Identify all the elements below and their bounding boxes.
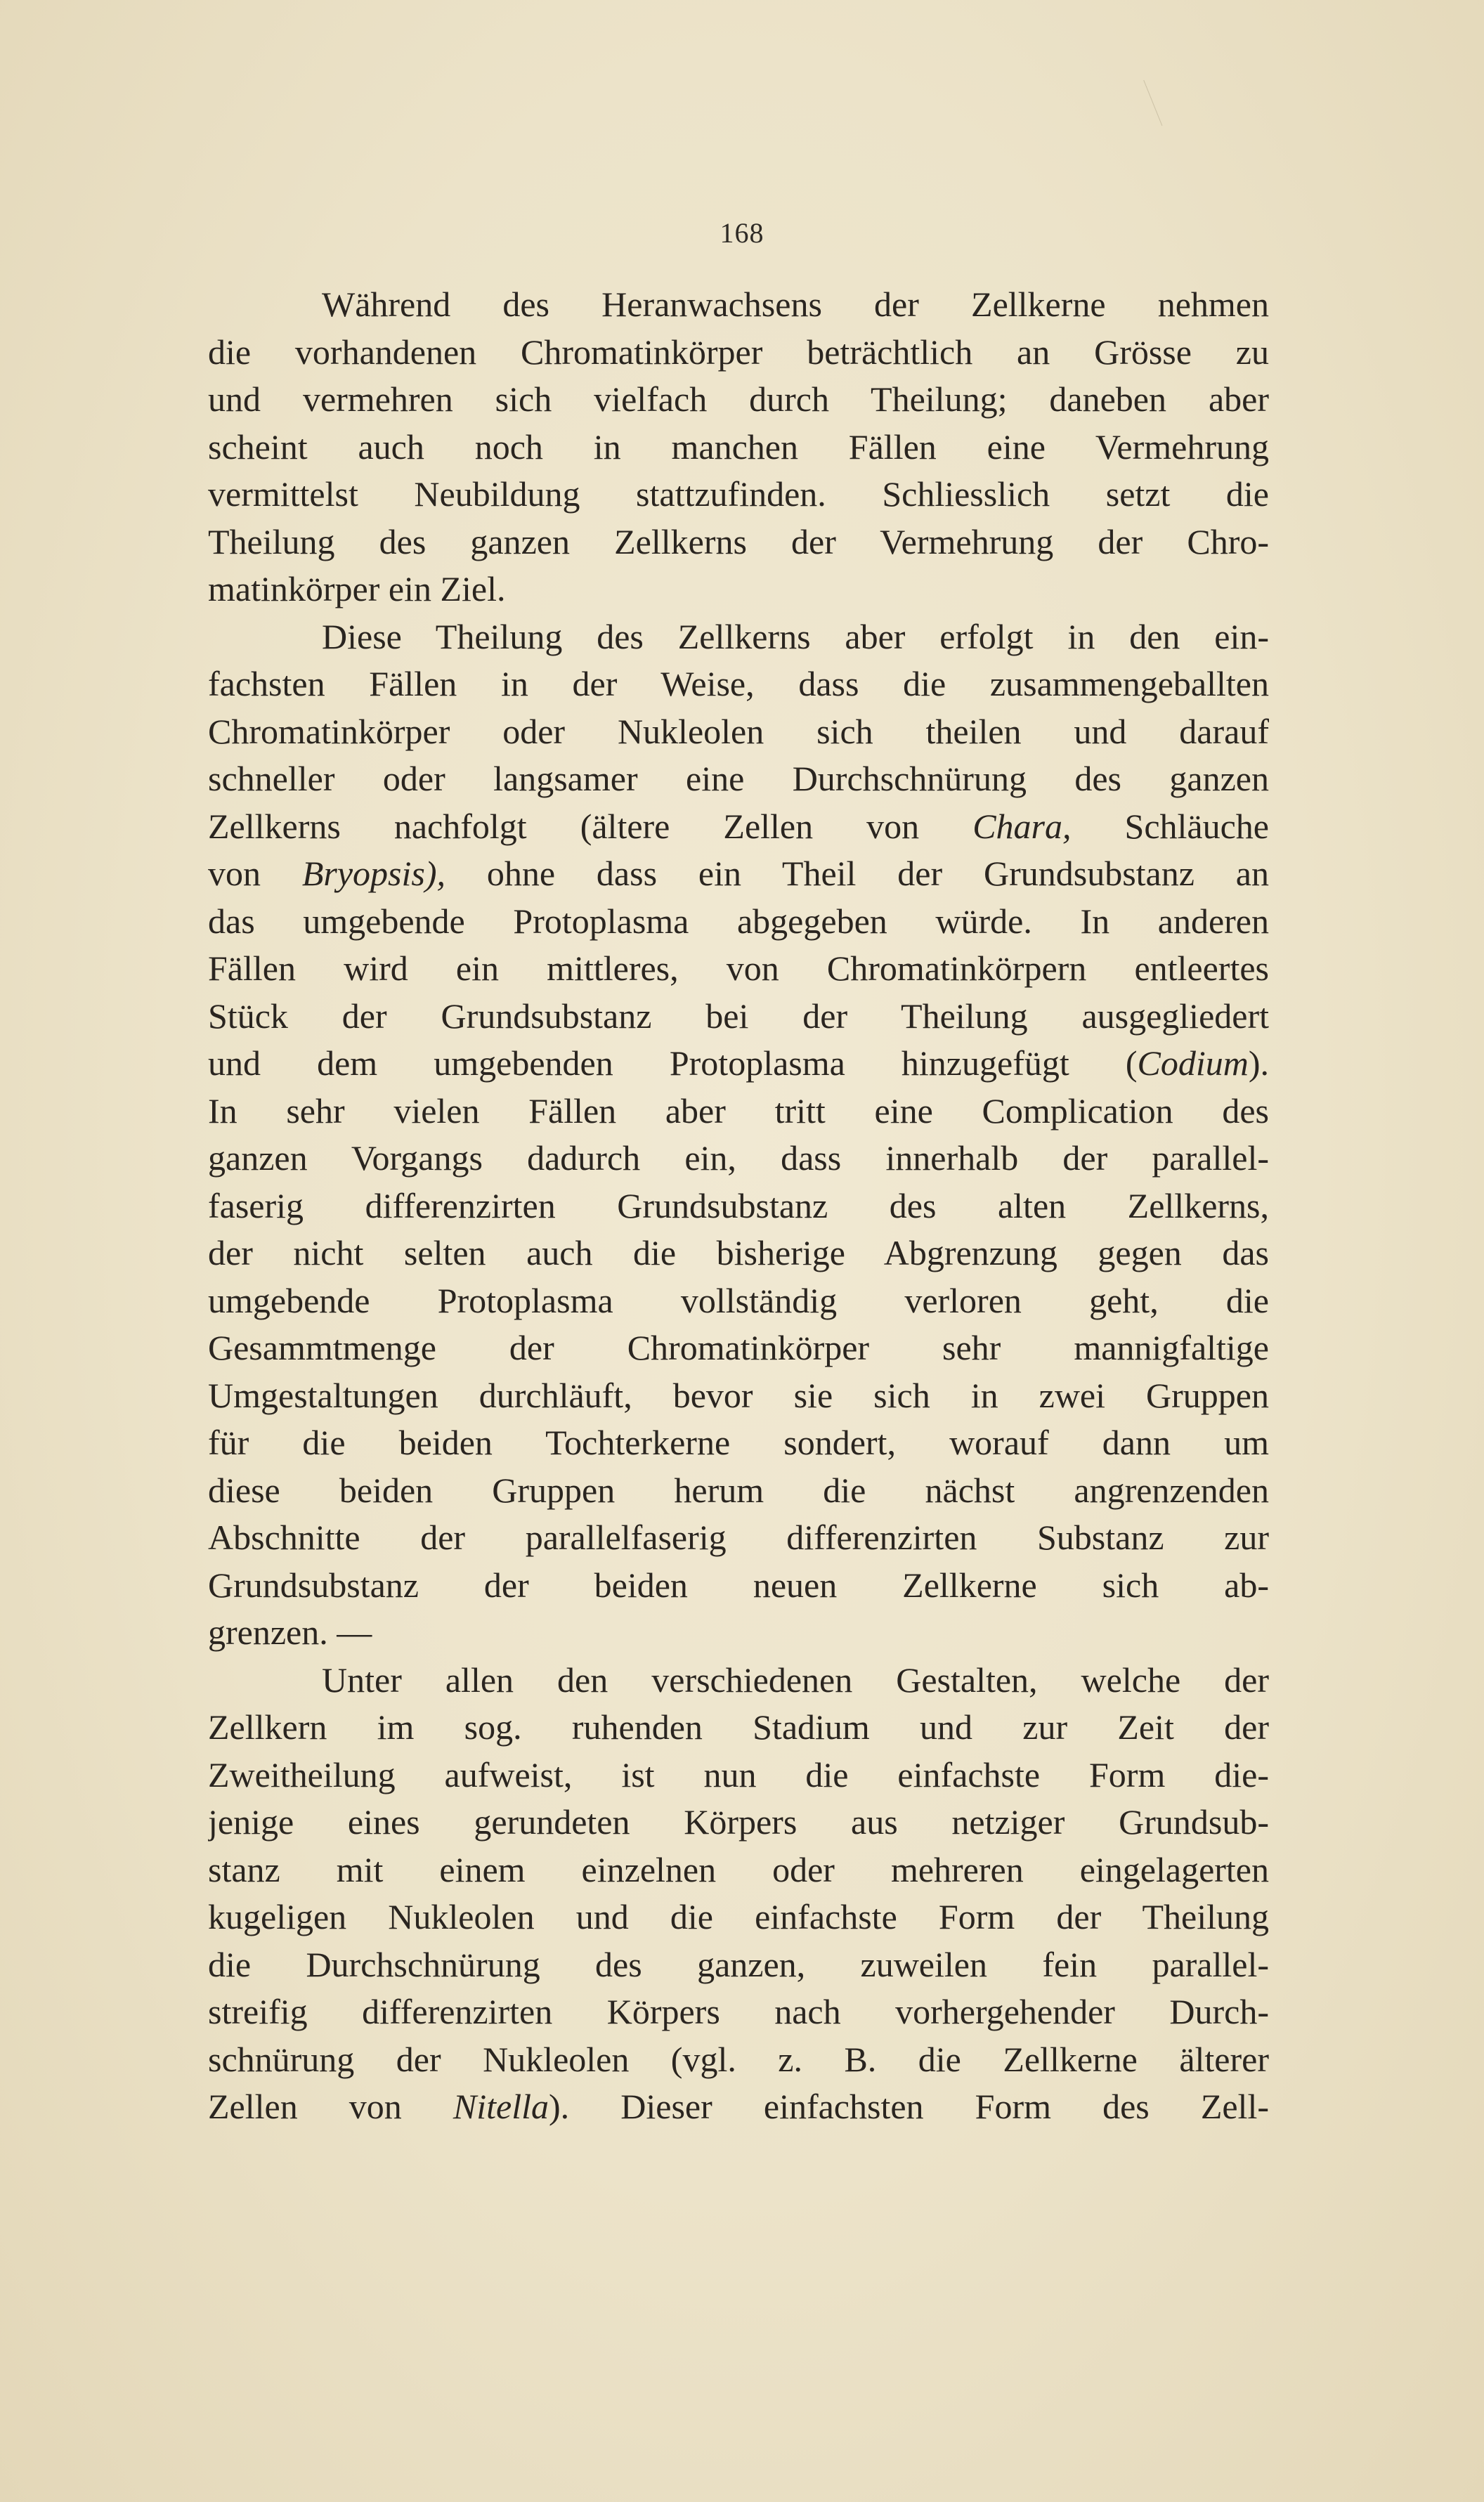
line-text: stanz mit einem einzelnen oder mehreren eingelagerten — [208, 1849, 1269, 1889]
line-text: grenzen. — — [208, 1612, 372, 1652]
text-line — [208, 1135, 1269, 1182]
line-text: Grundsubstanz der beiden neuen Zellkerne sich ab- — [208, 1565, 1269, 1605]
line-text: streifig differenzirten Körpers nach vorhergehender Durch- — [208, 1992, 1269, 2031]
line-text: Unter allen den verschiedenen Gestalten, welche der — [322, 1660, 1269, 1700]
text-line — [208, 1372, 1269, 1420]
text-line — [208, 993, 1269, 1041]
line-text: diese beiden Gruppen herum die nächst angrenzenden — [208, 1470, 1269, 1510]
line-text: vermittelst Neubildung stattzufinden. Schliesslich setzt die — [208, 474, 1269, 514]
line-text: Chromatinkörper oder Nukleolen sich theilen und darauf — [208, 711, 1269, 751]
text-line — [208, 1514, 1269, 1562]
text-line — [208, 1799, 1269, 1846]
italic-genus-name: Nitella — [453, 2087, 549, 2126]
text-line — [208, 945, 1269, 993]
line-text: Schläuche — [1071, 806, 1269, 846]
text-line — [208, 708, 1269, 756]
text-line — [208, 1040, 1269, 1088]
line-text: jenige eines gerundeten Körpers aus netziger Grundsub- — [208, 1802, 1269, 1842]
text-line — [208, 1182, 1269, 1230]
text-line — [208, 1657, 1269, 1705]
text-line — [208, 519, 1269, 566]
line-text: ). — [1248, 1043, 1269, 1083]
text-line — [208, 755, 1269, 803]
text-line — [208, 660, 1269, 708]
italic-genus-name: Codium — [1137, 1043, 1249, 1083]
line-text: Zellkern im sog. ruhenden Stadium und zur Zeit der — [208, 1707, 1269, 1747]
italic-genus-name: Chara, — [972, 806, 1072, 846]
text-line — [208, 329, 1269, 377]
text-line — [208, 1230, 1269, 1277]
text-line — [208, 1894, 1269, 1941]
line-text: fachsten Fällen in der Weise, dass die zusammengeballten — [208, 664, 1269, 703]
line-text: Diese Theilung des Zellkerns aber erfolgt in den ein- — [322, 616, 1269, 656]
line-text: Umgestaltungen durchläuft, bevor sie sich in zwei Gruppen — [208, 1375, 1269, 1415]
line-text: faserig differenzirten Grundsubstanz des alten Zellkerns, — [208, 1185, 1269, 1225]
text-line — [208, 850, 1269, 898]
text-line — [208, 1752, 1269, 1799]
line-text: umgebende Protoplasma vollständig verloren geht, die — [208, 1280, 1269, 1320]
text-line — [208, 1324, 1269, 1372]
text-line — [208, 1609, 1269, 1657]
text-line — [208, 1846, 1269, 1894]
text-line — [208, 566, 1269, 613]
line-text: Zweitheilung aufweist, ist nun die einfachste Form die- — [208, 1754, 1269, 1794]
line-text: schneller oder langsamer eine Durchschnürung des ganzen — [208, 759, 1269, 798]
text-line — [208, 803, 1269, 851]
line-text: für die beiden Tochterkerne sondert, worauf dann um — [208, 1423, 1269, 1462]
line-text: die Durchschnürung des ganzen, zuweilen fein parallel- — [208, 1944, 1269, 1984]
text-line — [208, 1704, 1269, 1752]
paper-crease — [1143, 78, 1168, 126]
line-text: und vermehren sich vielfach durch Theilung; daneben aber — [208, 379, 1269, 419]
page-number: 168 — [720, 217, 764, 249]
text-line — [208, 1988, 1269, 2036]
text-line — [208, 424, 1269, 471]
line-text: und dem umgebenden Protoplasma hinzugefügt ( — [208, 1043, 1138, 1083]
text-line — [208, 2083, 1269, 2131]
line-text: die vorhandenen Chromatinkörper beträchtlich an Grösse zu — [208, 332, 1269, 372]
text-line — [208, 1941, 1269, 1989]
line-text: ganzen Vorgangs dadurch ein, dass innerhalb der parallel- — [208, 1138, 1269, 1178]
line-text: der nicht selten auch die bisherige Abgrenzung gegen das — [208, 1233, 1269, 1272]
italic-genus-name: Bryopsis), — [301, 854, 446, 893]
text-line — [208, 2036, 1269, 2084]
line-text: matinkörper ein Ziel. — [208, 569, 506, 608]
line-text: ohne dass ein Theil der Grundsubstanz an — [445, 854, 1269, 893]
text-line — [208, 376, 1269, 424]
line-text: Gesammtmenge der Chromatinkörper sehr mannigfaltige — [208, 1328, 1269, 1367]
line-text: In sehr vielen Fällen aber tritt eine Complication des — [208, 1090, 1269, 1131]
body-text — [208, 281, 1269, 2131]
text-line — [208, 1088, 1269, 1135]
text-line — [208, 471, 1269, 519]
text-line — [208, 281, 1269, 329]
text-line — [208, 1562, 1269, 1610]
text-line — [208, 1419, 1269, 1467]
line-text: scheint auch noch in manchen Fällen eine Vermehrung — [208, 426, 1269, 467]
line-text: kugeligen Nukleolen und die einfachste Form der Theilung — [208, 1897, 1269, 1936]
line-text: Stück der Grundsubstanz bei der Theilung ausgegliedert — [208, 996, 1269, 1036]
text-line — [208, 1467, 1269, 1515]
line-text: das umgebende Protoplasma abgegeben würde. In anderen — [208, 901, 1269, 941]
text-line — [208, 1277, 1269, 1325]
line-text: Theilung des ganzen Zellkerns der Vermehrung der Chro- — [208, 521, 1269, 561]
line-text: von — [208, 854, 302, 893]
line-text: Während des Heranwachsens der Zellkerne nehmen — [322, 285, 1269, 324]
line-text: schnürung der Nukleolen (vgl. z. B. die Zellkerne älterer — [208, 2039, 1269, 2079]
line-text: Fällen wird ein mittleres, von Chromatinkörpern entleertes — [208, 949, 1269, 988]
line-text: Zellen von — [208, 2087, 453, 2126]
line-text: Zellkerns nachfolgt (ältere Zellen von — [208, 806, 973, 846]
line-text: ). Dieser einfachsten Form des Zell- — [549, 2087, 1269, 2126]
text-line — [208, 898, 1269, 946]
text-line — [208, 613, 1269, 661]
line-text: Abschnitte der parallelfaserig differenzirten Substanz zur — [208, 1518, 1269, 1557]
